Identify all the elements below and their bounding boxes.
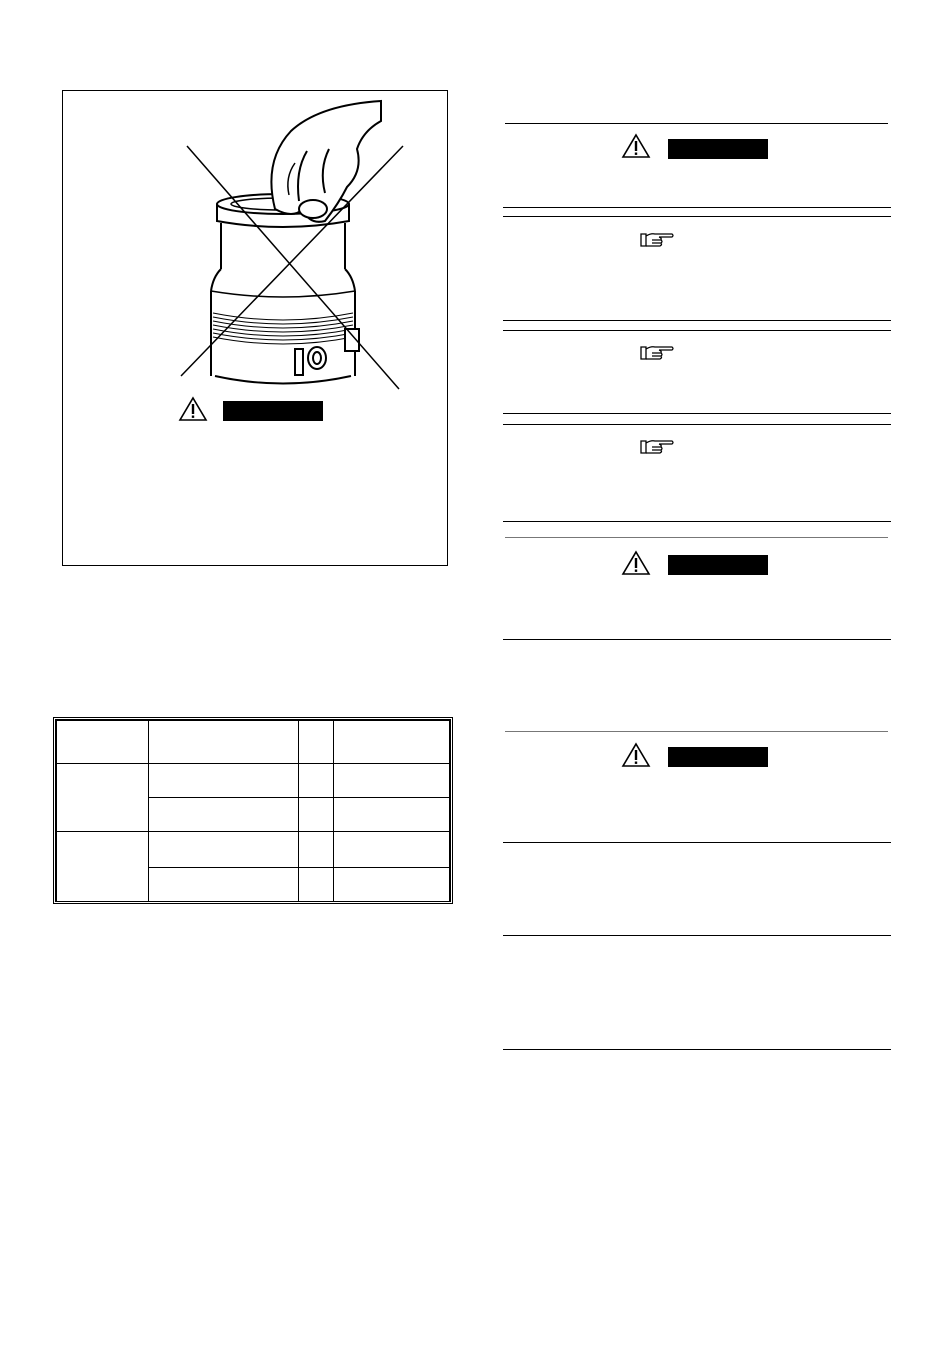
pointing-hand-icon bbox=[639, 231, 675, 249]
divider bbox=[505, 731, 888, 732]
divider bbox=[503, 413, 891, 414]
divider bbox=[503, 521, 891, 522]
pump-illustration bbox=[63, 91, 447, 565]
divider bbox=[503, 639, 891, 640]
divider bbox=[503, 1049, 891, 1050]
table-cell bbox=[57, 764, 149, 832]
table-cell bbox=[149, 764, 298, 798]
table-cell bbox=[149, 721, 298, 764]
table-cell bbox=[149, 832, 298, 868]
pointing-hand-icon bbox=[639, 344, 675, 362]
table-cell bbox=[334, 721, 450, 764]
warning-label bbox=[668, 139, 768, 159]
table-cell bbox=[298, 832, 333, 868]
table-cell bbox=[334, 764, 450, 798]
table-header-row bbox=[57, 721, 450, 764]
divider bbox=[503, 842, 891, 843]
divider bbox=[505, 123, 888, 124]
table-cell bbox=[149, 798, 298, 832]
divider bbox=[503, 935, 891, 936]
divider bbox=[503, 207, 891, 208]
table-row bbox=[57, 764, 450, 798]
divider bbox=[503, 424, 891, 425]
warning-triangle-icon bbox=[178, 396, 208, 422]
table-cell bbox=[298, 764, 333, 798]
table-cell bbox=[57, 832, 149, 902]
table-row bbox=[57, 832, 450, 868]
table-cell bbox=[149, 868, 298, 902]
pointing-hand-icon bbox=[639, 438, 675, 456]
spec-table bbox=[53, 717, 453, 904]
table-cell bbox=[57, 721, 149, 764]
table-cell bbox=[334, 832, 450, 868]
divider bbox=[503, 330, 891, 331]
divider bbox=[505, 537, 888, 538]
warning-label bbox=[668, 747, 768, 767]
table-cell bbox=[334, 798, 450, 832]
table-cell bbox=[298, 798, 333, 832]
warning-triangle-icon bbox=[621, 133, 651, 159]
table-cell bbox=[334, 868, 450, 902]
divider bbox=[503, 216, 891, 217]
warning-triangle-icon bbox=[621, 550, 651, 576]
divider bbox=[503, 320, 891, 321]
table-cell bbox=[298, 868, 333, 902]
figure-frame bbox=[62, 90, 448, 566]
warning-label bbox=[668, 555, 768, 575]
table-cell bbox=[298, 721, 333, 764]
warning-triangle-icon bbox=[621, 742, 651, 768]
warning-label bbox=[223, 401, 323, 421]
